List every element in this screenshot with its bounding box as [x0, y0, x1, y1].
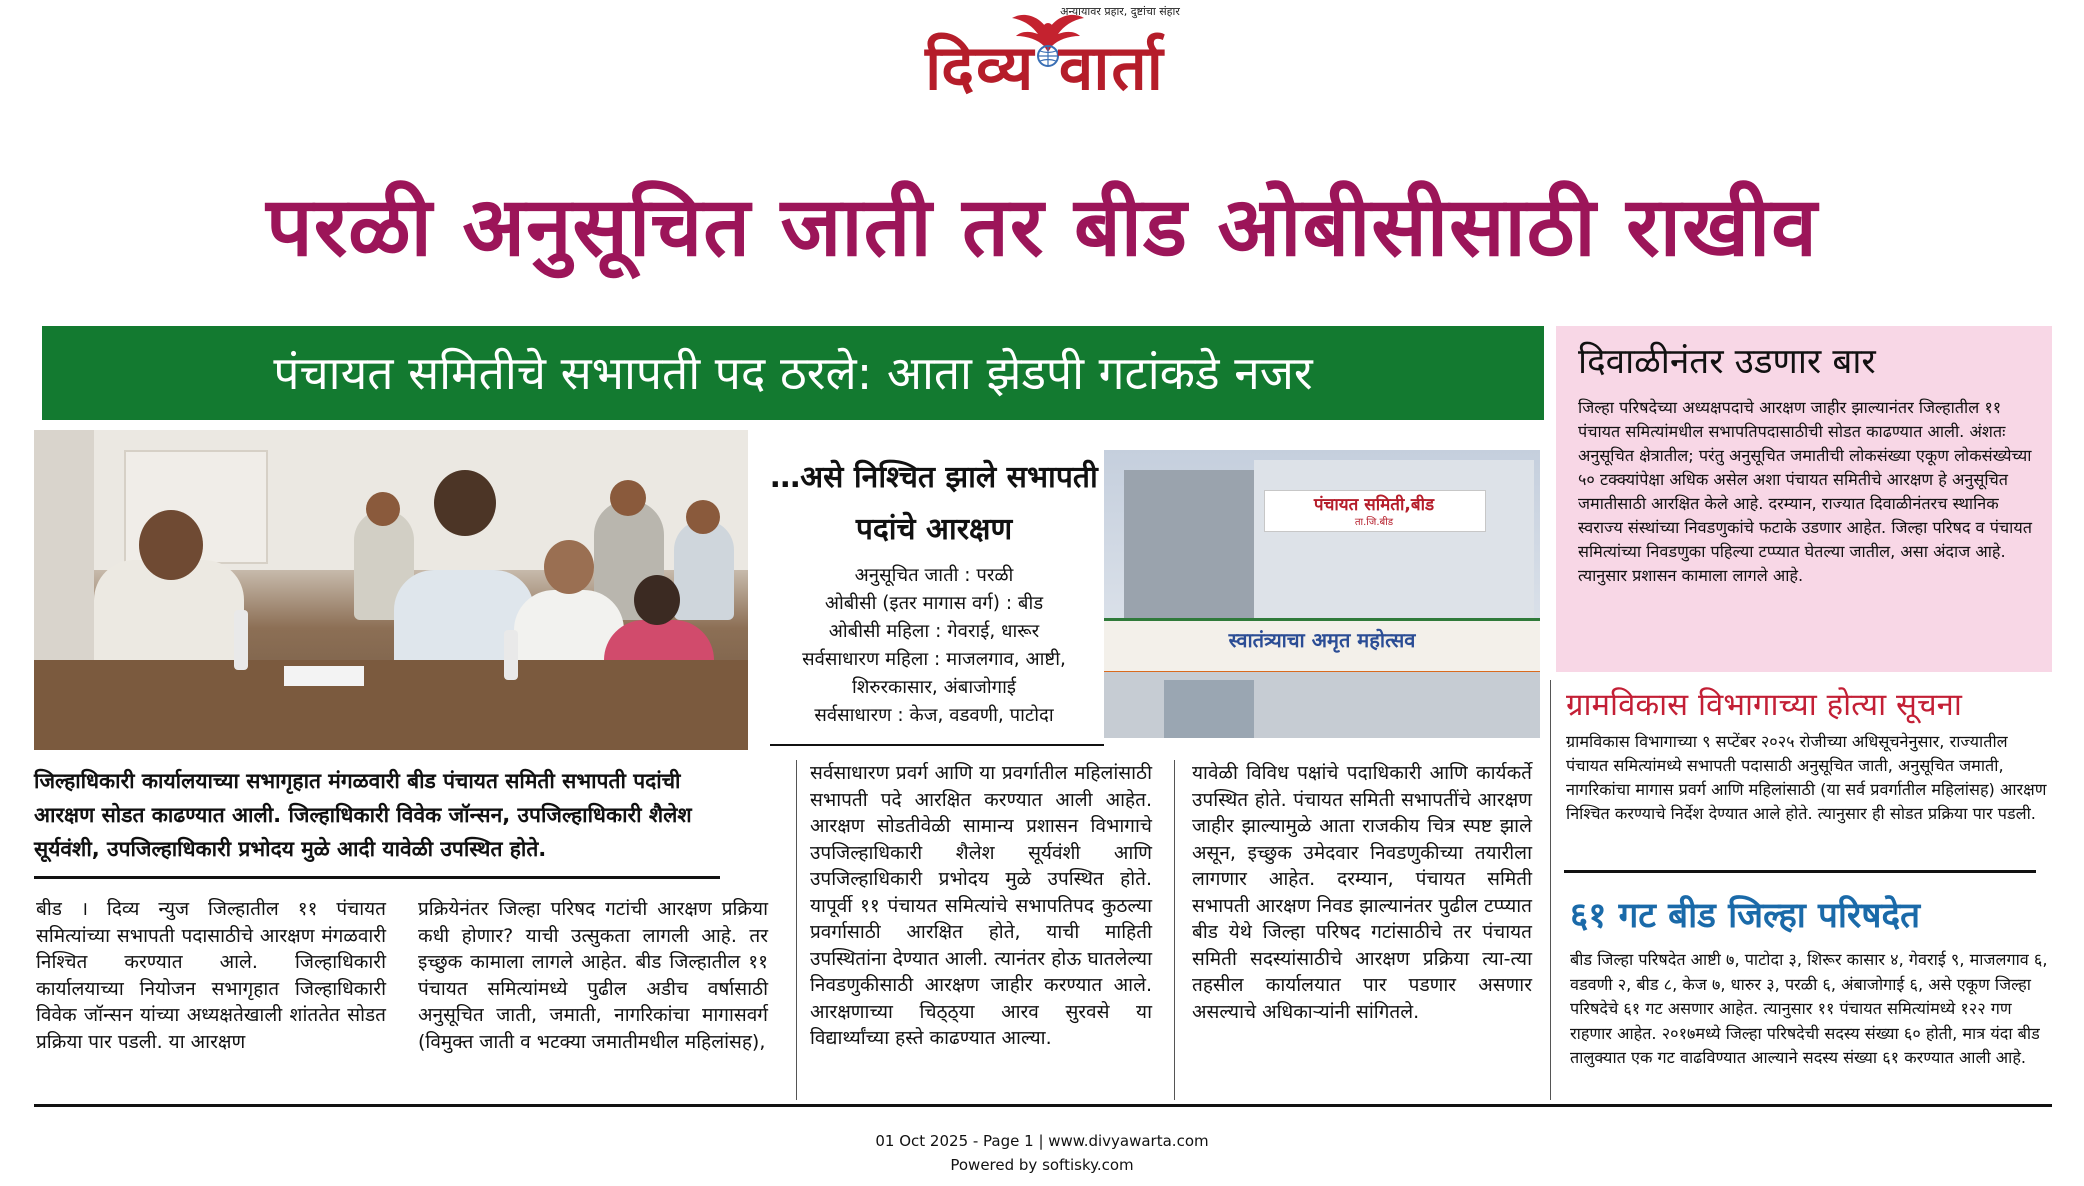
- brand-name: दिव्य वार्ता: [925, 31, 1165, 104]
- article-column-2: प्रक्रियेनंतर जिल्हा परिषद गटांची आरक्षण प्रक्रिया कधी होणार? याची उत्सुकता लागली आहे. तर इच्छुक कामाला लागले आहेत. बीड जिल्हातील ११ पंचायत समित्यांमध्ये पुढील अडीच वर्षासाठी अनुसूचित जाती, जमाती, नागरिकांचा मागासवर्ग (विमुक्त जाती व भटक्या जमातीमधील महिलांसह),: [418, 898, 768, 1053]
- rural-dept-title: ग्रामविकास विभागाच्या होत्या सूचना: [1566, 687, 1962, 723]
- gat-title: ६१ गट बीड जिल्हा परिषदेत: [1570, 896, 1921, 936]
- reservation-line: अनुसूचित जाती : परळी: [854, 565, 1014, 586]
- subheadline-band: [42, 326, 1544, 420]
- building-photo: [1104, 450, 1540, 738]
- main-headline: परळी अनुसूचित जाती तर बीड ओबीसीसाठी राखीव: [266, 180, 1818, 275]
- reservation-box: [764, 452, 1104, 730]
- divider: [770, 744, 1104, 746]
- subheadline-text: पंचायत समितीचे सभापती पद ठरले: आता झेडपी गटांकडे नजर: [273, 346, 1313, 400]
- column-divider: [796, 760, 797, 1100]
- article-column-1: बीड । दिव्य न्युज जिल्हातील ११ पंचायत समित्यांच्या सभापती पदासाठीचे आरक्षण मंगळवारी निश्चित करण्यात आले. जिल्हाधिकारी कार्यालयाच्या नियोजन सभागृहात जिल्हाधिकारी विवेक जॉन्सन यांच्या अध्यक्षतेखाली शांततेत सोडत प्रक्रिया पार पडली. या आरक्षण: [36, 898, 386, 1053]
- photo-caption: जिल्हाधिकारी कार्यालयाच्या सभागृहात मंगळवारी बीड पंचायत समिती सभापती पदांची आरक्षण सोडत काढण्यात आली. जिल्हाधिकारी विवेक जॉन्सन, उपजिल्हाधिकारी शैलेश सूर्यवंशी, उपजिल्हाधिकारी प्रभोदय मुळे आदी यावेळी उपस्थित होते.: [34, 769, 692, 861]
- rural-dept-body: ग्रामविकास विभागाच्या ९ सप्टेंबर २०२५ रोजीच्या अधिसूचनेनुसार, राज्यातील पंचायत समित्यांमध्ये सभापती पदासाठी अनुसूचित जाती, अनुसूचित जमाती, नागरिकांचा मागास प्रवर्ग आणि महिलांसाठी (या सर्व प्रवर्गातील महिलांसह) आरक्षण निश्चित करण्याचे निर्देश देण्यात आले होते. त्यानुसार ही सोडत प्रक्रिया पार पडली.: [1566, 732, 2047, 823]
- diwali-body: जिल्हा परिषदेच्या अध्यक्षपदाचे आरक्षण जाहीर झाल्यानंतर जिल्हातील ११ पंचायत समित्यांमधील सभापतिपदासाठीची सोडत काढण्यात आली. अंशतः अनुसूचित क्षेत्रातील; परंतु अनुसूचित जमातीची लोकसंख्या एकूण लोकसंख्येच्या ५० टक्क्यांपेक्षा अधिक असेल अशा पंचायत समितीचे आरक्षण हे अनुसूचित जमातीसाठी आरक्षित केले आहे. दरम्यान, राज्यात दिवाळीनंतरच स्थानिक स्वराज्य संस्थांच्या निवडणुकांचे फटाके उडणार आहेत. जिल्हा परिषद व पंचायत समित्यांच्या निवडणुका पहिल्या टप्प्यात घेतल्या जातील, असा अंदाज आहे. त्यानुसार प्रशासन कामाला लागले आहे.: [1578, 398, 2032, 585]
- building-sign-sub: ता.जि.बीड: [1354, 517, 1394, 528]
- column-divider: [1174, 760, 1175, 1100]
- reservation-title: …असे निश्चित झाले सभापती पदांचे आरक्षण: [770, 460, 1098, 547]
- footer-powered-by: Powered by softisky.com: [950, 1156, 1134, 1174]
- divider: [34, 1104, 2052, 1107]
- divider: [34, 876, 720, 879]
- article-column-4: यावेळी विविध पक्षांचे पदाधिकारी आणि कार्यकर्ते उपस्थित होते. पंचायत समिती सभापतींचे आरक्षण जाहीर झाल्यामुळे आता राजकीय चित्र स्पष्ट झाले असून, इच्छुक उमेदवार निवडणुकीच्या तयारीला लागणार आहेत. दरम्यान, पंचायत समिती सभापती आरक्षण निवड झाल्यानंतर पुढील टप्प्यात बीड येथे जिल्हा परिषद गटांसाठीचे तर पंचायत समिती सदस्यांसाठीचे आरक्षण प्रक्रिया त्या-त्या तहसील कार्यालयात पार पडणार असणार असल्याचे अधिकाऱ्यांनी सांगितले.: [1192, 762, 1532, 1023]
- column-divider: [1550, 680, 1551, 1100]
- building-sign-name: पंचायत समिती,बीड: [1313, 495, 1435, 515]
- meeting-photo: [34, 430, 748, 750]
- article-column-3: सर्वसाधारण प्रवर्ग आणि या प्रवर्गातील महिलांसाठी सभापती पदे आरक्षित करण्यात आली आहेत. आरक्षण सोडतीवेळी सामान्य प्रशासन विभागाचे उपजिल्हाधिकारी शैलेश सूर्यवंशी आणि उपजिल्हाधिकारी प्रभोदय मुळे उपस्थित होते. यापूर्वी ११ पंचायत समित्यांचे सभापतिपद कुठल्या प्रवर्गासाठी आरक्षित होते, याची माहिती उपस्थितांना देण्यात आली. त्यानंतर होऊ घातलेल्या निवडणुकीसाठी आरक्षण जाहीर करण्यात आले. आरक्षणाच्या चिठ्ठ्या आरव सुरवसे या विद्यार्थ्यांच्या हस्ते काढण्यात आल्या.: [810, 762, 1152, 1049]
- reservation-line: सर्वसाधारण महिला : माजलगाव, आष्टी, शिरुरकासार, अंबाजोगाई: [802, 649, 1066, 698]
- footer-date-site: 01 Oct 2025 - Page 1 | www.divyawarta.com: [875, 1132, 1209, 1150]
- reservation-line: ओबीसी महिला : गेवराई, धारूर: [828, 621, 1040, 642]
- masthead-tagline: अन्यायावर प्रहार, दुष्टांचा संहार: [1060, 5, 1180, 18]
- masthead: [850, 4, 1240, 112]
- reservation-line: सर्वसाधारण : केज, वडवणी, पाटोदा: [814, 705, 1054, 726]
- building-banner: स्वातंत्र्याचा अमृत महोत्सव: [1228, 628, 1416, 652]
- divider: [1564, 870, 2036, 873]
- reservation-line: ओबीसी (इतर मागास वर्ग) : बीड: [824, 593, 1044, 614]
- gat-body: बीड जिल्हा परिषदेत आष्टी ७, पाटोदा ३, शिरूर कासार ४, गेवराई ९, माजलगाव ६, वडवणी २, बीड ८, केज ७, धारुर ३, परळी ६, अंबाजोगाई ६, असे एकूण जिल्हा परिषदेचे ६१ गट असणार आहेत. त्यानुसार ११ पंचायत समित्यांमध्ये १२२ गण राहणार आहेत. २०१७मध्ये जिल्हा परिषदेची सदस्य संख्या ६० होती, मात्र यंदा बीड तालुक्यात एक गट वाढविण्यात आल्याने सदस्य संख्या ६१ करण्यात आली आहे.: [1570, 950, 2048, 1067]
- diwali-title: दिवाळीनंतर उडणार बार: [1578, 342, 1876, 382]
- diwali-sidebar-box: [1556, 326, 2052, 672]
